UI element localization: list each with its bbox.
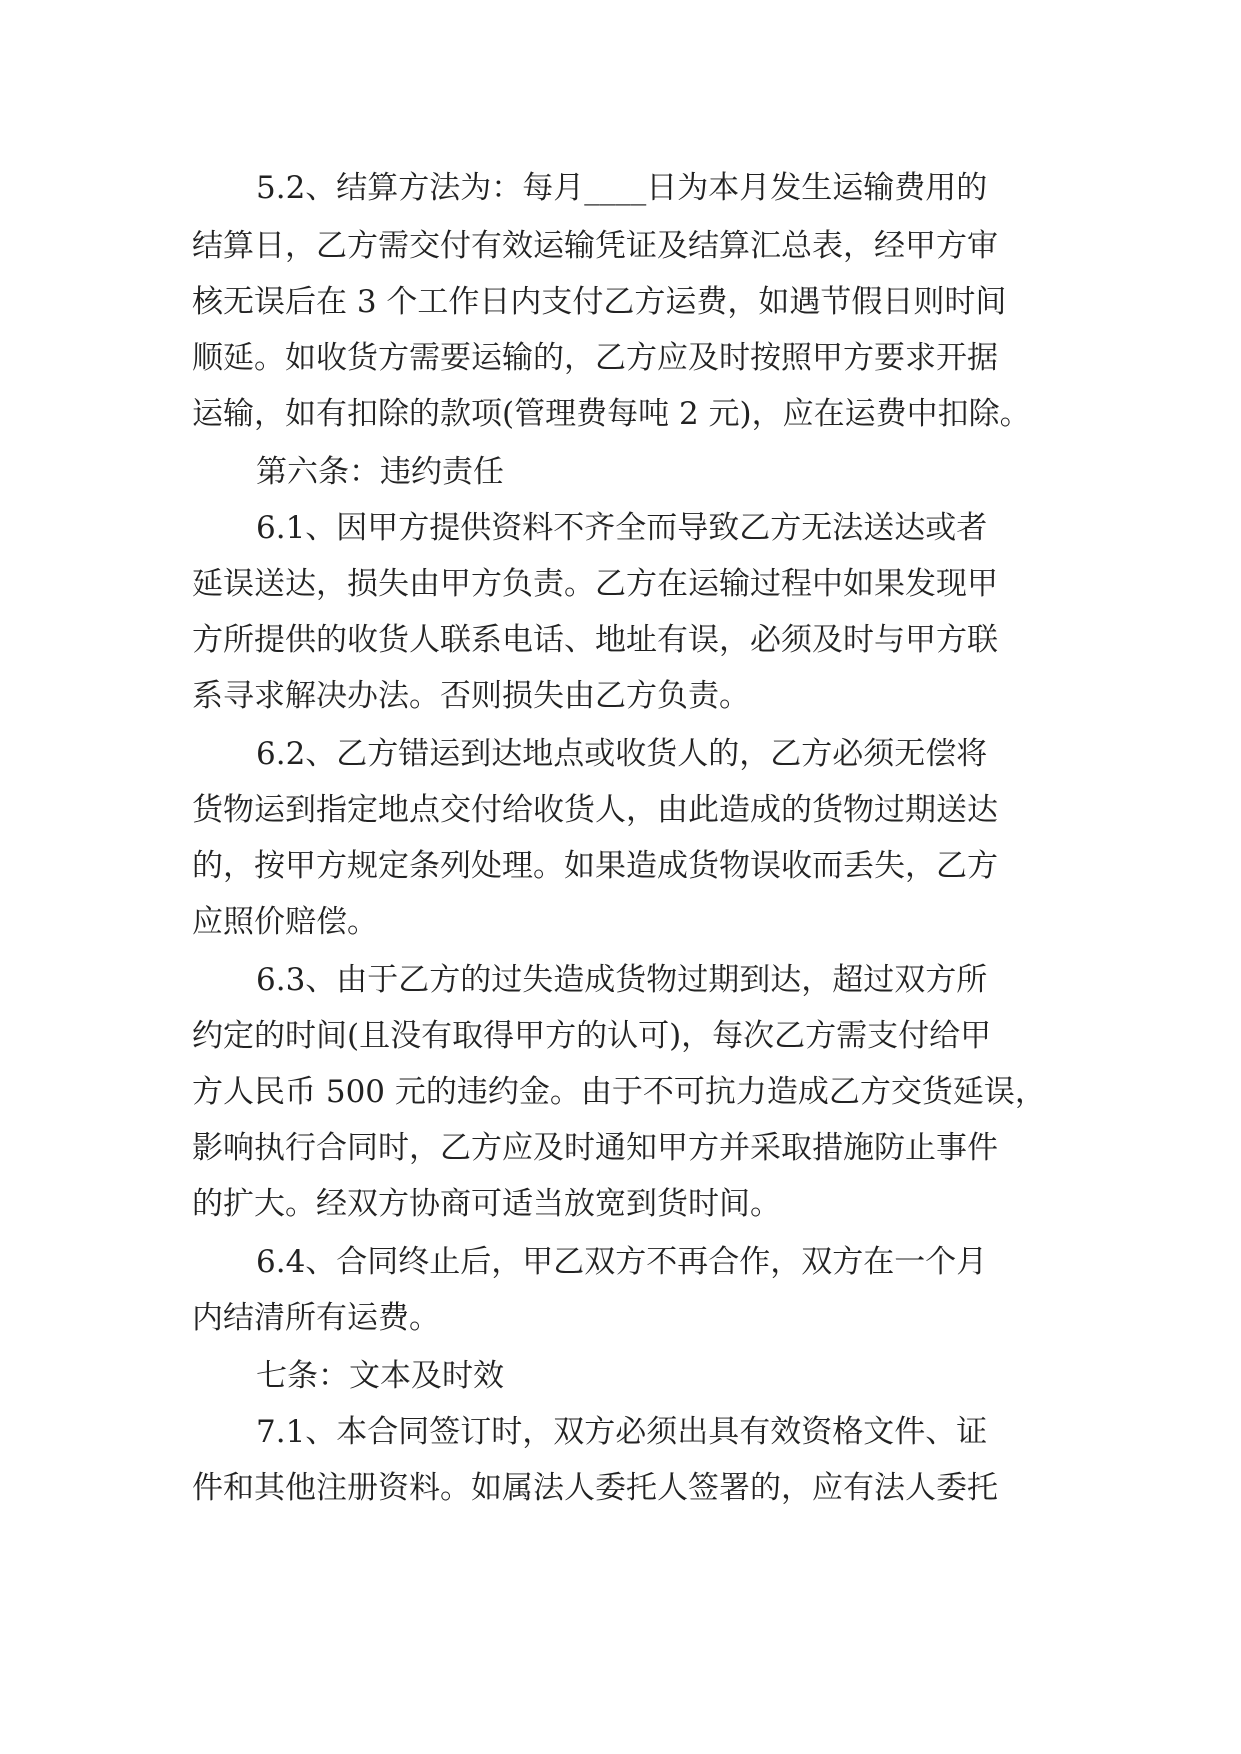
section-heading-breach bbox=[0, 444, 1241, 500]
paragraph-6-2-line-3 bbox=[0, 838, 1241, 894]
paragraph-6-1-line-4 bbox=[0, 668, 1241, 724]
paragraph-7-1-line-1 bbox=[0, 1404, 1241, 1460]
clause-text: 运输，如有扣除的款项(管理费每吨 2 元)，应在运费中扣除。 bbox=[192, 396, 1031, 432]
clause-text: 结算日，乙方需交付有效运输凭证及结算汇总表，经甲方审 bbox=[192, 228, 998, 264]
paragraph-5-2-line-4 bbox=[0, 330, 1241, 386]
clause-text: 6.4、合同终止后，甲乙双方不再合作，双方在一个月 bbox=[256, 1244, 988, 1280]
clause-text: 影响执行合同时，乙方应及时通知甲方并采取措施防止事件 bbox=[192, 1130, 998, 1166]
paragraph-6-4-line-1 bbox=[0, 1234, 1241, 1290]
paragraph-6-2-line-2 bbox=[0, 782, 1241, 838]
clause-text: 6.2、乙方错运到达地点或收货人的，乙方必须无偿将 bbox=[256, 736, 988, 772]
clause-text: 6.3、由于乙方的过失造成货物过期到达，超过双方所 bbox=[256, 962, 988, 998]
clause-text: 方所提供的收货人联系电话、地址有误，必须及时与甲方联 bbox=[192, 622, 998, 658]
clause-text: 系寻求解决办法。否则损失由乙方负责。 bbox=[192, 678, 750, 714]
clause-text: 5.2、结算方法为：每月____日为本月发生运输费用的 bbox=[256, 170, 988, 206]
section-heading-text-validity bbox=[0, 1348, 1241, 1404]
clause-text: 7.1、本合同签订时，双方必须出具有效资格文件、证 bbox=[256, 1414, 988, 1450]
paragraph-5-2-line-5 bbox=[0, 386, 1241, 442]
paragraph-6-3-line-5 bbox=[0, 1176, 1241, 1232]
paragraph-6-2-line-1 bbox=[0, 726, 1241, 782]
paragraph-6-1-line-2 bbox=[0, 556, 1241, 612]
paragraph-5-2-line-3 bbox=[0, 274, 1241, 330]
paragraph-6-3-line-3 bbox=[0, 1064, 1241, 1120]
paragraph-6-1-line-1 bbox=[0, 500, 1241, 556]
paragraph-7-1-line-2 bbox=[0, 1460, 1241, 1516]
paragraph-6-1-line-3 bbox=[0, 612, 1241, 668]
paragraph-6-2-line-4 bbox=[0, 894, 1241, 950]
clause-text: 内结清所有运费。 bbox=[192, 1300, 440, 1336]
paragraph-5-2-line-1 bbox=[0, 160, 1241, 216]
section-heading: 七条：文本及时效 bbox=[256, 1358, 504, 1394]
clause-text: 应照价赔偿。 bbox=[192, 904, 378, 940]
paragraph-6-3-line-2 bbox=[0, 1008, 1241, 1064]
section-heading: 第六条：违约责任 bbox=[256, 454, 504, 490]
clause-text: 货物运到指定地点交付给收货人，由此造成的货物过期送达 bbox=[192, 792, 998, 828]
paragraph-5-2-line-2 bbox=[0, 218, 1241, 274]
clause-text: 方人民币 500 元的违约金。由于不可抗力造成乙方交货延误， bbox=[192, 1074, 1046, 1110]
clause-text: 的，按甲方规定条列处理。如果造成货物误收而丢失，乙方 bbox=[192, 848, 998, 884]
paragraph-6-4-line-2 bbox=[0, 1290, 1241, 1346]
clause-text: 约定的时间(且没有取得甲方的认可)，每次乙方需支付给甲 bbox=[192, 1018, 992, 1054]
clause-text: 核无误后在 3 个工作日内支付乙方运费，如遇节假日则时间 bbox=[192, 284, 1007, 320]
paragraph-6-3-line-4 bbox=[0, 1120, 1241, 1176]
clause-text: 延误送达，损失由甲方负责。乙方在运输过程中如果发现甲 bbox=[192, 566, 998, 602]
clause-text: 的扩大。经双方协商可适当放宽到货时间。 bbox=[192, 1186, 781, 1222]
clause-text: 顺延。如收货方需要运输的，乙方应及时按照甲方要求开据 bbox=[192, 340, 998, 376]
clause-text: 6.1、因甲方提供资料不齐全而导致乙方无法送达或者 bbox=[256, 510, 988, 546]
paragraph-6-3-line-1 bbox=[0, 952, 1241, 1008]
clause-text: 件和其他注册资料。如属法人委托人签署的，应有法人委托 bbox=[192, 1470, 998, 1506]
